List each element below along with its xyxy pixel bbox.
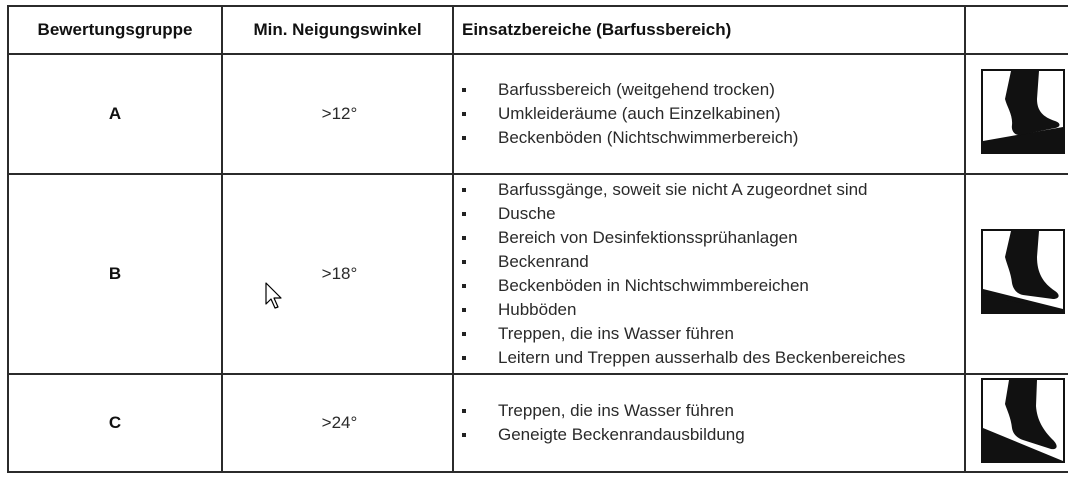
table-row — [8, 54, 1068, 174]
header-areas: Einsatzbereiche (Barfussbereich) — [453, 6, 965, 54]
group-cell: C — [8, 374, 222, 472]
areas-list — [454, 178, 964, 370]
list-item: Beckenböden in Nichtschwimmbereichen — [462, 274, 964, 298]
table-row — [8, 374, 1068, 472]
list-item: Barfussbereich (weitgehend trocken) — [462, 78, 964, 102]
list-item: Bereich von Desinfektionssprühanlagen — [462, 226, 964, 250]
list-item: Treppen, die ins Wasser führen — [462, 322, 964, 346]
table-row — [8, 174, 1068, 374]
areas-cell — [453, 54, 965, 174]
list-item: Barfussgänge, soweit sie nicht A zugeordnet sind — [462, 178, 964, 202]
list-item: Umkleideräume (auch Einzelkabinen) — [462, 102, 964, 126]
areas-cell — [453, 174, 965, 374]
list-item: Hubböden — [462, 298, 964, 322]
foot-on-slope-icon — [981, 69, 1065, 154]
angle-value: >24° — [321, 413, 358, 432]
foot-on-slope-icon — [981, 229, 1065, 314]
header-angle: Min. Neigungswinkel — [222, 6, 453, 54]
areas-list — [454, 78, 964, 150]
header-group: Bewertungsgruppe — [8, 6, 222, 54]
mouse-pointer-icon — [265, 282, 283, 310]
foot-on-slope-icon — [981, 378, 1065, 463]
angle-cell — [222, 374, 453, 472]
image-cell — [965, 54, 1068, 174]
image-cell — [965, 174, 1068, 374]
header-image — [965, 6, 1068, 54]
slope-rating-table — [7, 5, 1068, 473]
angle-value: >12° — [321, 104, 358, 123]
areas-list — [454, 399, 964, 447]
list-item: Treppen, die ins Wasser führen — [462, 399, 964, 423]
image-cell — [965, 374, 1068, 472]
list-item: Dusche — [462, 202, 964, 226]
header-row — [8, 6, 1068, 54]
angle-value: >18° — [321, 264, 358, 283]
list-item: Leitern und Treppen ausserhalb des Beckenbereiches — [462, 346, 964, 370]
angle-cell — [222, 174, 453, 374]
angle-cell — [222, 54, 453, 174]
group-cell: A — [8, 54, 222, 174]
list-item: Geneigte Beckenrandausbildung — [462, 423, 964, 447]
group-cell: B — [8, 174, 222, 374]
list-item: Beckenböden (Nichtschwimmerbereich) — [462, 126, 964, 150]
list-item: Beckenrand — [462, 250, 964, 274]
areas-cell — [453, 374, 965, 472]
